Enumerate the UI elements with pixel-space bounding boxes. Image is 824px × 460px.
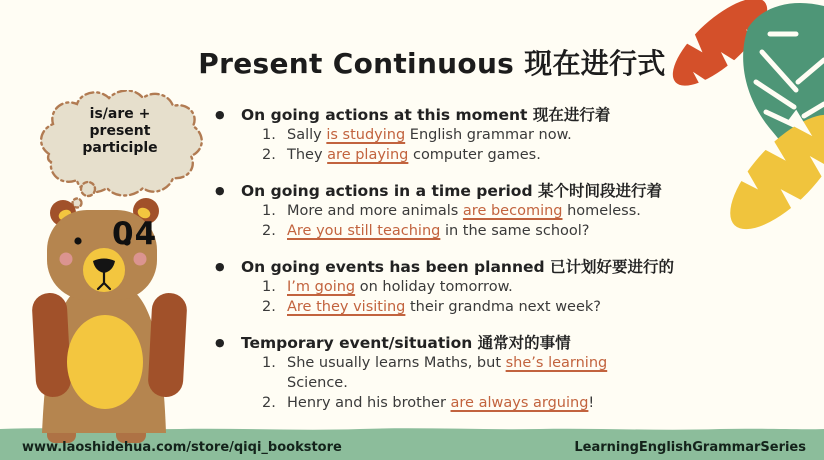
item-text (287, 297, 697, 317)
section-heading: On going actions at this moment 现在进行着 (241, 106, 611, 124)
item-number: 2. (262, 223, 276, 239)
content-sections (215, 105, 697, 429)
item-number: 1. (262, 203, 276, 219)
example-item (215, 393, 697, 413)
item-text (287, 221, 697, 241)
item-number: 1. (262, 279, 276, 295)
section-heading-row (215, 333, 697, 353)
section-heading: Temporary event/situation 通常对的事情 (241, 334, 571, 352)
item-text (287, 201, 697, 221)
section-heading-row (215, 181, 697, 201)
item-text (287, 393, 697, 413)
page-number: 04 (112, 216, 158, 252)
highlighted-verb: are becoming (462, 203, 563, 219)
example-item (215, 297, 697, 317)
plain-text: More and more animals (287, 203, 463, 219)
item-text (287, 353, 697, 393)
section (215, 105, 697, 165)
bullet-dot: ● (215, 336, 225, 349)
example-item (215, 145, 697, 165)
plain-text: Henry and his brother (287, 395, 451, 411)
section-heading-row (215, 257, 697, 277)
item-number: 2. (262, 395, 276, 411)
bear-illustration (0, 195, 220, 460)
section-heading-row (215, 105, 697, 125)
item-text (287, 145, 697, 165)
page-title: Present Continuous 现在进行式 (198, 47, 666, 80)
section-heading: On going actions in a time period 某个时间段进行着 (241, 182, 662, 200)
item-number: 2. (262, 299, 276, 315)
item-text (287, 277, 697, 297)
example-item (215, 201, 697, 221)
item-number: 2. (262, 147, 276, 163)
bullet-dot: ● (215, 184, 225, 197)
footer-series: LearningEnglishGrammarSeries (574, 440, 806, 455)
plain-text: homeless. (562, 203, 641, 219)
section (215, 181, 697, 241)
highlighted-verb: she’s learning (505, 355, 608, 371)
bear-belly (67, 315, 143, 409)
bullet-dot: ● (215, 108, 225, 121)
example-item (215, 353, 697, 393)
plain-text: Sally (287, 127, 327, 143)
bubble-tail-large (81, 182, 95, 196)
plain-text: on holiday tomorrow. (355, 279, 513, 295)
item-number: 1. (262, 127, 276, 143)
item-number: 1. (262, 355, 276, 371)
highlighted-verb: are playing (327, 147, 409, 163)
example-item (215, 221, 697, 241)
plain-text: Science. (287, 375, 348, 391)
footer-url: www.laoshidehua.com/store/qiqi_bookstore (22, 440, 342, 455)
plain-text: in the same school? (440, 223, 590, 239)
plain-text: English grammar now. (405, 127, 572, 143)
bubble-text: is/are + present participle (82, 106, 158, 156)
section (215, 257, 697, 317)
plain-text: ! (588, 395, 595, 411)
section-heading: On going events has been planned 已计划好要进行的 (241, 258, 674, 276)
plain-text: computer games. (408, 147, 541, 163)
highlighted-verb: are always arguing (450, 395, 589, 411)
example-item (215, 125, 697, 145)
highlighted-verb: I’m going (287, 279, 356, 295)
item-text (287, 125, 697, 145)
bullet-dot: ● (215, 260, 225, 273)
plain-text: She usually learns Maths, but (287, 355, 506, 371)
section (215, 333, 697, 413)
highlighted-verb: is studying (326, 127, 406, 143)
highlighted-verb: Are you still teaching (287, 223, 441, 239)
example-item (215, 277, 697, 297)
plain-text: They (287, 147, 328, 163)
highlighted-verb: Are they visiting (287, 299, 406, 315)
plain-text: their grandma next week? (405, 299, 601, 315)
